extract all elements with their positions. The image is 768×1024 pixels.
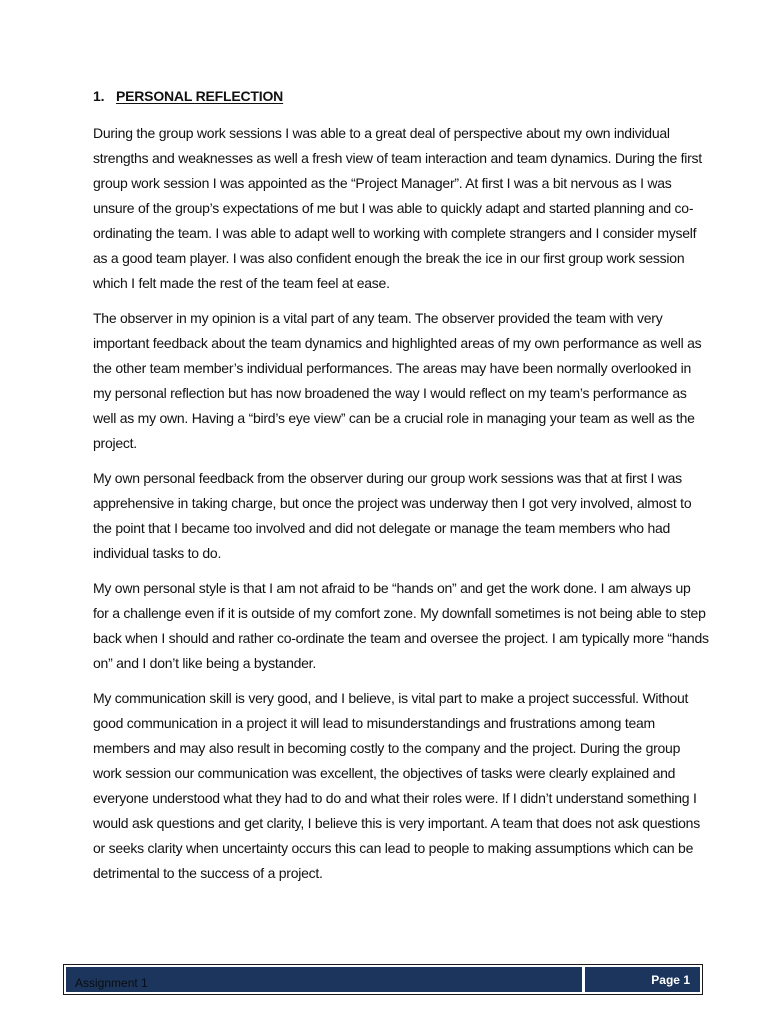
text-line: everyone understood what they had to do and what their roles were. If I didn’t understand something I — [93, 790, 697, 806]
text-line: would ask questions and get clarity, I believe this is very important. A team that does not ask questions — [93, 815, 700, 831]
text-line: back when I should and rather co-ordinate the team and oversee the project. I am typically more “hands — [93, 630, 709, 646]
text-line: the point that I became too involved and did not delegate or manage the team members who had — [93, 520, 671, 536]
text-line: for a challenge even if it is outside of my comfort zone. My downfall sometimes is not being able to step — [93, 605, 706, 621]
text-line: which I felt made the rest of the team feel at ease. — [93, 275, 390, 291]
text-line: The observer in my opinion is a vital part of any team. The observer provided the team with very — [93, 310, 663, 326]
text-line: unsure of the group’s expectations of me but I was able to quickly adapt and started planning and co- — [93, 200, 694, 216]
section-title: PERSONAL REFLECTION — [116, 88, 284, 104]
footer-assignment-label: Assignment 1 — [66, 967, 582, 992]
text-line: detrimental to the success of a project. — [93, 865, 323, 881]
paragraph-4 — [93, 576, 709, 676]
text-line: my personal reflection but has now broadened the way I would reflect on my team’s performance as — [93, 385, 687, 401]
text-line: apprehensive in taking charge, but once the project was underway then I got very involved, almost to — [93, 495, 692, 511]
text-line: My own personal feedback from the observer during our group work sessions was that at first I was — [93, 470, 682, 486]
text-line: well as my own. Having a “bird’s eye view” can be a crucial role in managing your team as well as the — [93, 410, 695, 426]
text-line: strengths and weaknesses as well a fresh view of team interaction and team dynamics. During the first — [93, 150, 702, 166]
text-line: good communication in a project it will lead to misunderstandings and frustrations among team — [93, 715, 655, 731]
footer-page-number: Page 1 — [585, 967, 700, 992]
text-line: members and may also result in becoming costly to the company and the project. During the group — [93, 740, 681, 756]
text-line: My communication skill is very good, and I believe, is vital part to make a project successful. Without — [93, 690, 689, 706]
paragraph-3 — [93, 466, 692, 566]
text-line: on” and I don’t like being a bystander. — [93, 655, 316, 671]
text-line: work session our communication was excellent, the objectives of tasks were clearly explained and — [93, 765, 676, 781]
section-heading — [93, 88, 283, 104]
text-line: group work session I was appointed as the “Project Manager”. At first I was a bit nervous as I was — [93, 175, 672, 191]
page-footer — [63, 964, 703, 995]
section-number: 1. — [93, 88, 105, 104]
text-line: ordinating the team. I was able to adapt well to working with complete strangers and I consider myself — [93, 225, 697, 241]
body-text — [93, 121, 709, 896]
text-line: important feedback about the team dynamics and highlighted areas of my own performance as well as — [93, 335, 702, 351]
paragraph-2 — [93, 306, 702, 456]
text-line: individual tasks to do. — [93, 545, 222, 561]
text-line: the other team member’s individual performances. The areas may have been normally overlooked in — [93, 360, 692, 376]
paragraph-1 — [93, 121, 702, 296]
text-line: as a good team player. I was also confident enough the break the ice in our first group work session — [93, 250, 685, 266]
text-line: or seeks clarity when uncertainty occurs this can lead to people to making assumptions which can be — [93, 840, 694, 856]
paragraph-5 — [93, 686, 700, 886]
text-line: During the group work sessions I was able to a great deal of perspective about my own individual — [93, 125, 670, 141]
text-line: My own personal style is that I am not afraid to be “hands on” and get the work done. I am always up — [93, 580, 691, 596]
text-line: project. — [93, 435, 137, 451]
